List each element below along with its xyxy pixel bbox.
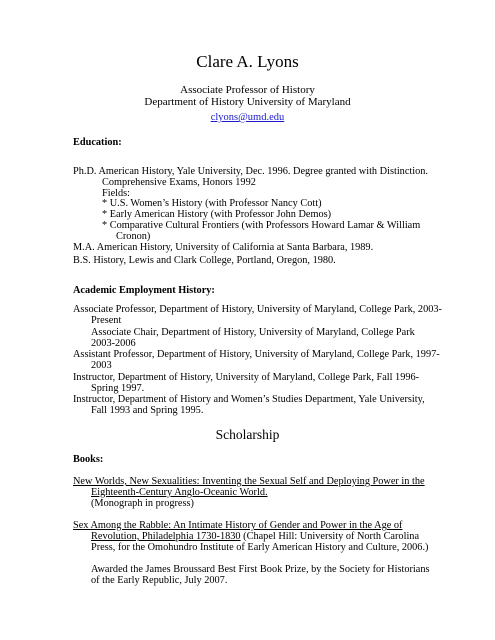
education-heading: Education: <box>73 137 122 148</box>
book-title: Revolution, Philadelphia 1730-1830 <box>91 531 241 542</box>
employment-line: Fall 1993 and Spring 1995. <box>91 405 204 416</box>
scholarship-heading: Scholarship <box>215 427 280 442</box>
employment-line: Associate Chair, Department of History, University of Maryland, College Park <box>91 327 415 338</box>
education-line: Fields: <box>102 188 131 199</box>
book-award: Awarded the James Broussard Best First Book Prize, by the Society for Historians <box>91 564 430 575</box>
employment-line: Present <box>91 315 122 326</box>
book-publisher: (Chapel Hill: University of North Carolina <box>240 531 420 542</box>
education-line: * Early American History (with Professor John Demos) <box>102 209 332 220</box>
employment-line: Instructor, Department of History, University of Maryland, College Park, Fall 1996- <box>73 372 420 383</box>
employment-line: Spring 1997. <box>91 383 145 394</box>
employment-line: Assistant Professor, Department of History, University of Maryland, College Park, 1997- <box>73 349 440 360</box>
author-name: Clare A. Lyons <box>196 52 299 71</box>
education-line: * U.S. Women’s History (with Professor Nancy Cott) <box>102 198 322 209</box>
education-line: M.A. American History, University of California at Santa Barbara, 1989. <box>73 242 374 253</box>
author-email-link[interactable]: clyons@umd.edu <box>210 112 285 123</box>
author-title: Associate Professor of History <box>180 84 315 96</box>
employment-line: 2003-2006 <box>91 338 136 349</box>
book-title: Eighteenth-Century Anglo-Oceanic World. <box>91 487 268 498</box>
education-line: Ph.D. American History, Yale University, Dec. 1996. Degree granted with Distinction. <box>73 166 428 177</box>
education-line: Comprehensive Exams, Honors 1992 <box>102 177 256 188</box>
education-line: B.S. History, Lewis and Clark College, Portland, Oregon, 1980. <box>73 255 336 266</box>
book-award: of the Early Republic, July 2007. <box>91 575 228 586</box>
book-title: New Worlds, New Sexualities: Inventing the Sexual Self and Deploying Power in the <box>73 476 425 487</box>
books-heading: Books: <box>73 454 104 465</box>
employment-heading: Academic Employment History: <box>73 285 215 296</box>
employment-line: 2003 <box>91 360 112 371</box>
author-department: Department of History University of Maryland <box>144 96 351 108</box>
book-title: Sex Among the Rabble: An Intimate History of Gender and Power in the Age of <box>73 520 403 531</box>
employment-line: Instructor, Department of History and Women’s Studies Department, Yale University, <box>73 394 425 405</box>
education-line: * Comparative Cultural Frontiers (with Professors Howard Lamar & William <box>102 220 421 231</box>
book-publisher: Press, for the Omohundro Institute of Early American History and Culture, 2006.) <box>91 542 429 553</box>
education-line: Cronon) <box>116 231 151 242</box>
employment-line: Associate Professor, Department of History, University of Maryland, College Park, 2003- <box>73 304 442 315</box>
book-note: (Monograph in progress) <box>91 498 194 509</box>
